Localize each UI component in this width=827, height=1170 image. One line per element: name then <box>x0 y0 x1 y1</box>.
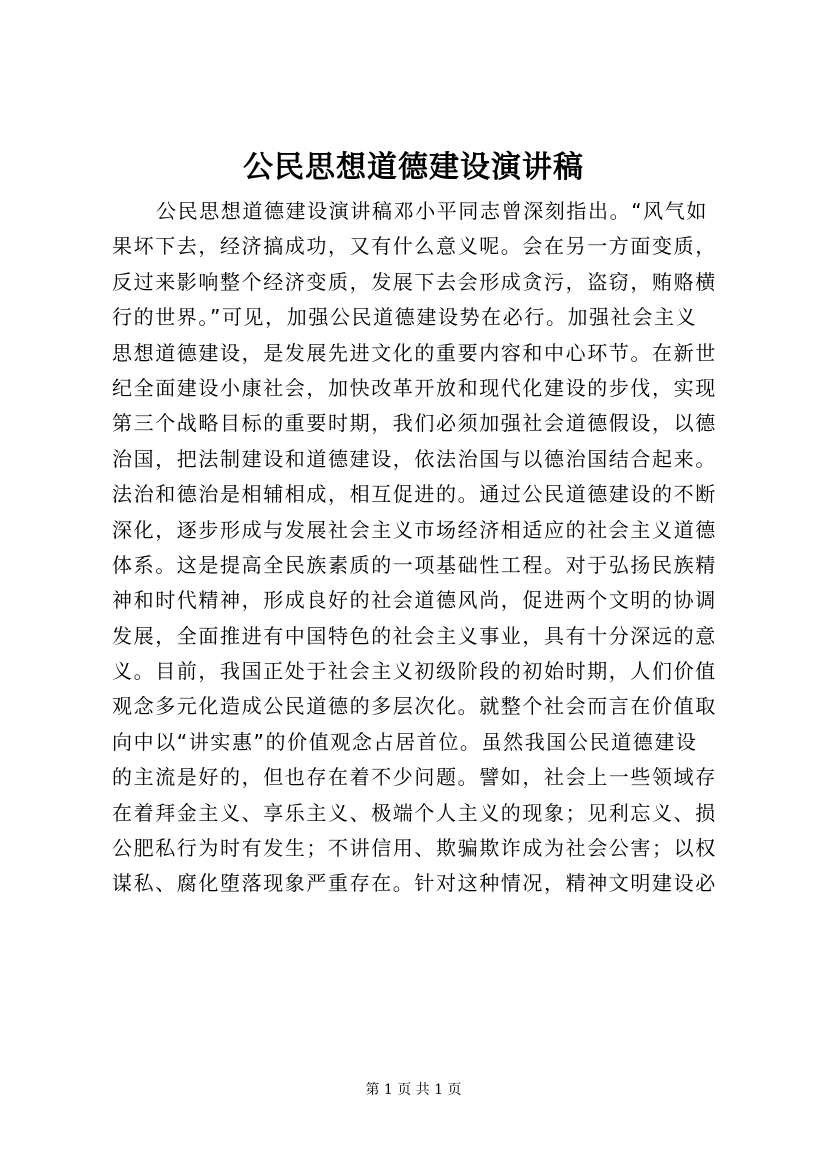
body-line: 第三个战略目标的重要时期，我们必须加强社会道德假设，以德 <box>112 411 717 436</box>
body-line: 在着拜金主义、享乐主义、极端个人主义的现象；见利忘义、损 <box>112 800 717 825</box>
body-line: 纪全面建设小康社会，加快改革开放和现代化建设的步伐，实现 <box>112 375 717 400</box>
body-line: 谋私、腐化堕落现象严重存在。针对这种情况，精神文明建设必 <box>112 871 717 896</box>
page-footer: 第 1 页 共 1 页 <box>365 1082 462 1098</box>
body-line: 观念多元化造成公民道德的多层次化。就整个社会而言在价值取 <box>112 694 717 719</box>
body-line: 深化，逐步形成与发展社会主义市场经济相适应的社会主义道德 <box>112 517 717 542</box>
body-line: 的主流是好的，但也存在着不少问题。譬如，社会上一些领域存 <box>112 765 717 790</box>
body-line: 思想道德建设，是发展先进文化的重要内容和中心环节。在新世 <box>112 340 717 365</box>
body-line: 果坏下去，经济搞成功，又有什么意义呢。会在另一方面变质， <box>112 234 717 259</box>
document-body <box>112 194 744 902</box>
body-line: 义。目前，我国正处于社会主义初级阶段的初始时期，人们价值 <box>112 659 717 684</box>
body-line: 发展，全面推进有中国特色的社会主义事业，具有十分深远的意 <box>112 623 717 648</box>
body-line: 神和时代精神，形成良好的社会道德风尚，促进两个文明的协调 <box>112 588 717 613</box>
document-title: 公民思想道德建设演讲稿 <box>243 150 584 185</box>
body-line: 行的世界。”可见，加强公民道德建设势在必行。加强社会主义 <box>112 305 698 330</box>
body-line: 反过来影响整个经济变质，发展下去会形成贪污，盗窃，贿赂横 <box>112 269 717 294</box>
body-line: 体系。这是提高全民族素质的一项基础性工程。对于弘扬民族精 <box>112 552 717 577</box>
body-line: 向中以“讲实惠”的价值观念占居首位。虽然我国公民道德建设 <box>112 729 698 754</box>
body-line: 公肥私行为时有发生；不讲信用、欺骗欺诈成为社会公害；以权 <box>112 836 717 861</box>
body-line: 公民思想道德建设演讲稿邓小平同志曾深刻指出。“风气如 <box>156 199 708 223</box>
body-line: 法治和德治是相辅相成，相互促进的。通过公民道德建设的不断 <box>112 482 717 507</box>
body-line: 治国，把法制建设和道德建设，依法治国与以德治国结合起来。 <box>112 446 717 471</box>
